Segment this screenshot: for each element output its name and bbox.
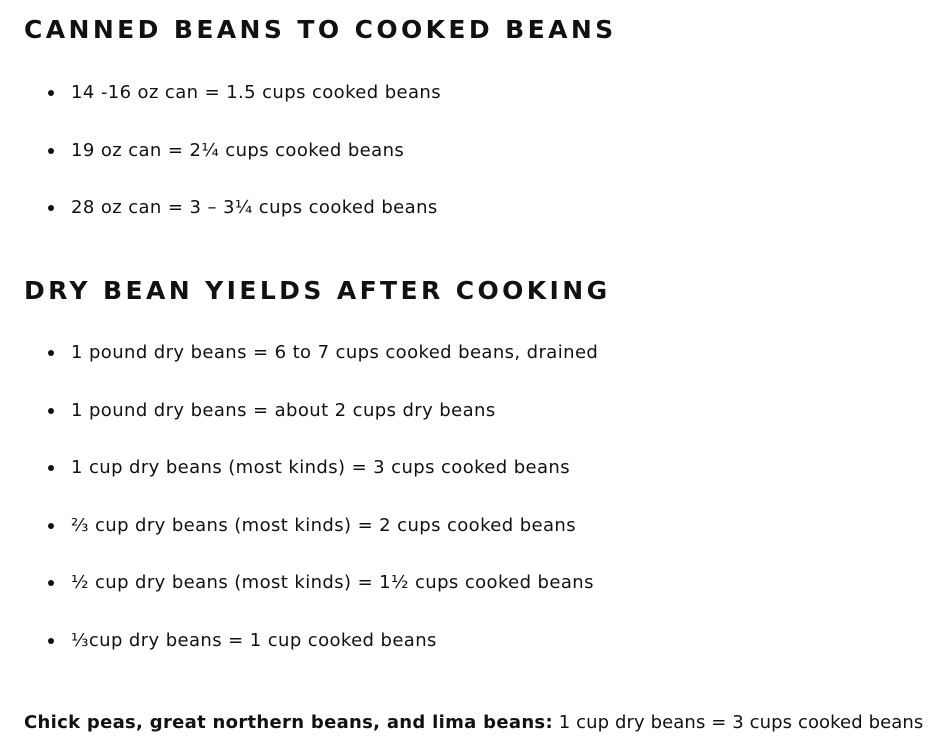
section-title-canned-beans: CANNED BEANS TO COOKED BEANS bbox=[24, 15, 617, 44]
list-item bbox=[24, 338, 598, 396]
bean-yield-note bbox=[24, 708, 923, 738]
note-label: Chick peas, great northern beans, and lima beans: bbox=[24, 712, 553, 733]
bullet-icon bbox=[48, 408, 54, 414]
list-item bbox=[24, 193, 441, 251]
list-item bbox=[24, 626, 598, 684]
bullet-icon bbox=[48, 523, 54, 529]
bullet-icon bbox=[48, 148, 54, 154]
bullet-icon bbox=[48, 205, 54, 211]
note-text: 1 cup dry beans = 3 cups cooked beans bbox=[552, 712, 924, 733]
list-item-text: 14 -16 oz can = 1.5 cups cooked beans bbox=[71, 82, 442, 103]
list-item-text: 28 oz can = 3 – 3¼ cups cooked beans bbox=[71, 197, 438, 218]
list-item bbox=[24, 568, 598, 626]
bullet-icon bbox=[48, 90, 54, 96]
bullet-icon bbox=[48, 350, 54, 356]
list-item-text: ⅔ cup dry beans (most kinds) = 2 cups cooked beans bbox=[71, 514, 577, 536]
list-item bbox=[24, 136, 441, 194]
canned-beans-list bbox=[24, 78, 441, 251]
bullet-icon bbox=[48, 638, 54, 644]
list-item-text: 1 cup dry beans (most kinds) = 3 cups cooked beans bbox=[71, 457, 571, 478]
list-item bbox=[24, 78, 441, 136]
bullet-icon bbox=[48, 580, 54, 586]
bullet-icon bbox=[48, 465, 54, 471]
list-item bbox=[24, 511, 598, 569]
list-item bbox=[24, 453, 598, 511]
document-body bbox=[24, 0, 936, 744]
dry-bean-yields-list bbox=[24, 338, 598, 683]
list-item-text: 1 pound dry beans = 6 to 7 cups cooked beans, drained bbox=[71, 342, 599, 363]
list-item-text: ½ cup dry beans (most kinds) = 1½ cups cooked beans bbox=[71, 572, 594, 593]
list-item bbox=[24, 396, 598, 454]
list-item-text: 19 oz can = 2¼ cups cooked beans bbox=[71, 139, 405, 161]
list-item-text: ⅓cup dry beans = 1 cup cooked beans bbox=[71, 629, 437, 651]
section-title-dry-bean-yields: DRY BEAN YIELDS AFTER COOKING bbox=[24, 276, 611, 305]
list-item-text: 1 pound dry beans = about 2 cups dry beans bbox=[71, 399, 496, 421]
